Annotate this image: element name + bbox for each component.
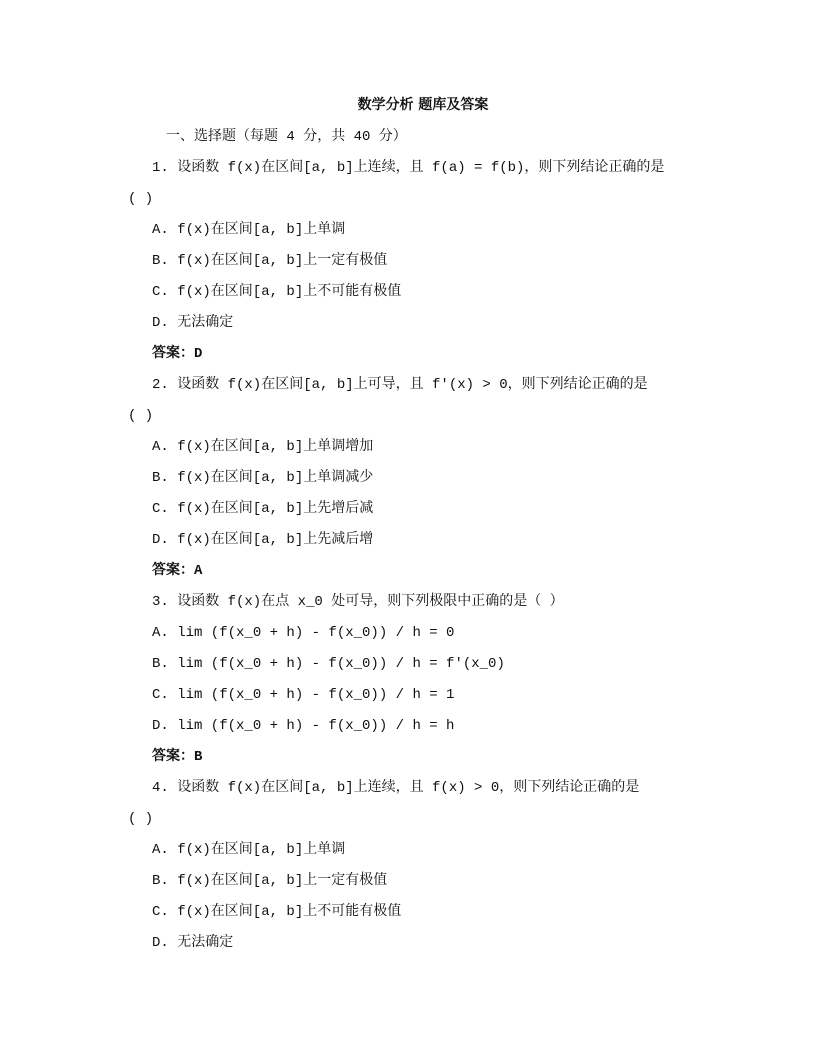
option-c: C. f(x)在区间[a, b]上先增后减 <box>152 501 374 517</box>
option-d: D. 无法确定 <box>152 315 234 331</box>
document-page <box>0 94 816 963</box>
answer-blank: ( ) <box>128 811 154 827</box>
option-b: B. f(x)在区间[a, b]上一定有极值 <box>152 253 388 269</box>
option-b: B. f(x)在区间[a, b]上单调减少 <box>152 470 374 486</box>
option-d: D. lim (f(x_0 + h) - f(x_0)) / h = h <box>152 718 455 734</box>
option-b: B. f(x)在区间[a, b]上一定有极值 <box>152 873 388 889</box>
option-a: A. f(x)在区间[a, b]上单调增加 <box>152 439 374 455</box>
option-d: D. 无法确定 <box>152 935 234 951</box>
answer-line: 答案：B <box>152 749 203 765</box>
option-c: C. f(x)在区间[a, b]上不可能有极值 <box>152 904 402 920</box>
question-list <box>0 157 816 963</box>
question-stem: 2. 设函数 f(x)在区间[a, b]上可导，且 f'(x) > 0，则下列结论正确的是 <box>152 377 648 393</box>
question-2 <box>0 374 816 591</box>
answer-line: 答案：D <box>152 346 203 362</box>
question-stem: 3. 设函数 f(x)在点 x_0 处可导，则下列极限中正确的是（ ） <box>152 594 564 610</box>
question-3 <box>0 591 816 777</box>
answer-line: 答案：A <box>152 563 203 579</box>
question-stem: 1. 设函数 f(x)在区间[a, b]上连续，且 f(a) = f(b)，则下列结论正确的是 <box>152 160 665 176</box>
option-d: D. f(x)在区间[a, b]上先减后增 <box>152 532 374 548</box>
answer-blank: ( ) <box>128 408 154 424</box>
option-b: B. lim (f(x_0 + h) - f(x_0)) / h = f'(x_0) <box>152 656 505 672</box>
option-a: A. f(x)在区间[a, b]上单调 <box>152 222 346 238</box>
question-1 <box>0 157 816 374</box>
answer-blank: ( ) <box>128 191 154 207</box>
option-c: C. lim (f(x_0 + h) - f(x_0)) / h = 1 <box>152 687 455 703</box>
document-title: 数学分析 题库及答案 <box>357 97 489 113</box>
option-a: A. lim (f(x_0 + h) - f(x_0)) / h = 0 <box>152 625 455 641</box>
option-c: C. f(x)在区间[a, b]上不可能有极值 <box>152 284 402 300</box>
question-stem: 4. 设函数 f(x)在区间[a, b]上连续，且 f(x) > 0，则下列结论正确的是 <box>152 780 640 796</box>
question-4 <box>0 777 816 963</box>
option-a: A. f(x)在区间[a, b]上单调 <box>152 842 346 858</box>
section-heading: 一、选择题（每题 4 分，共 40 分） <box>166 129 407 145</box>
